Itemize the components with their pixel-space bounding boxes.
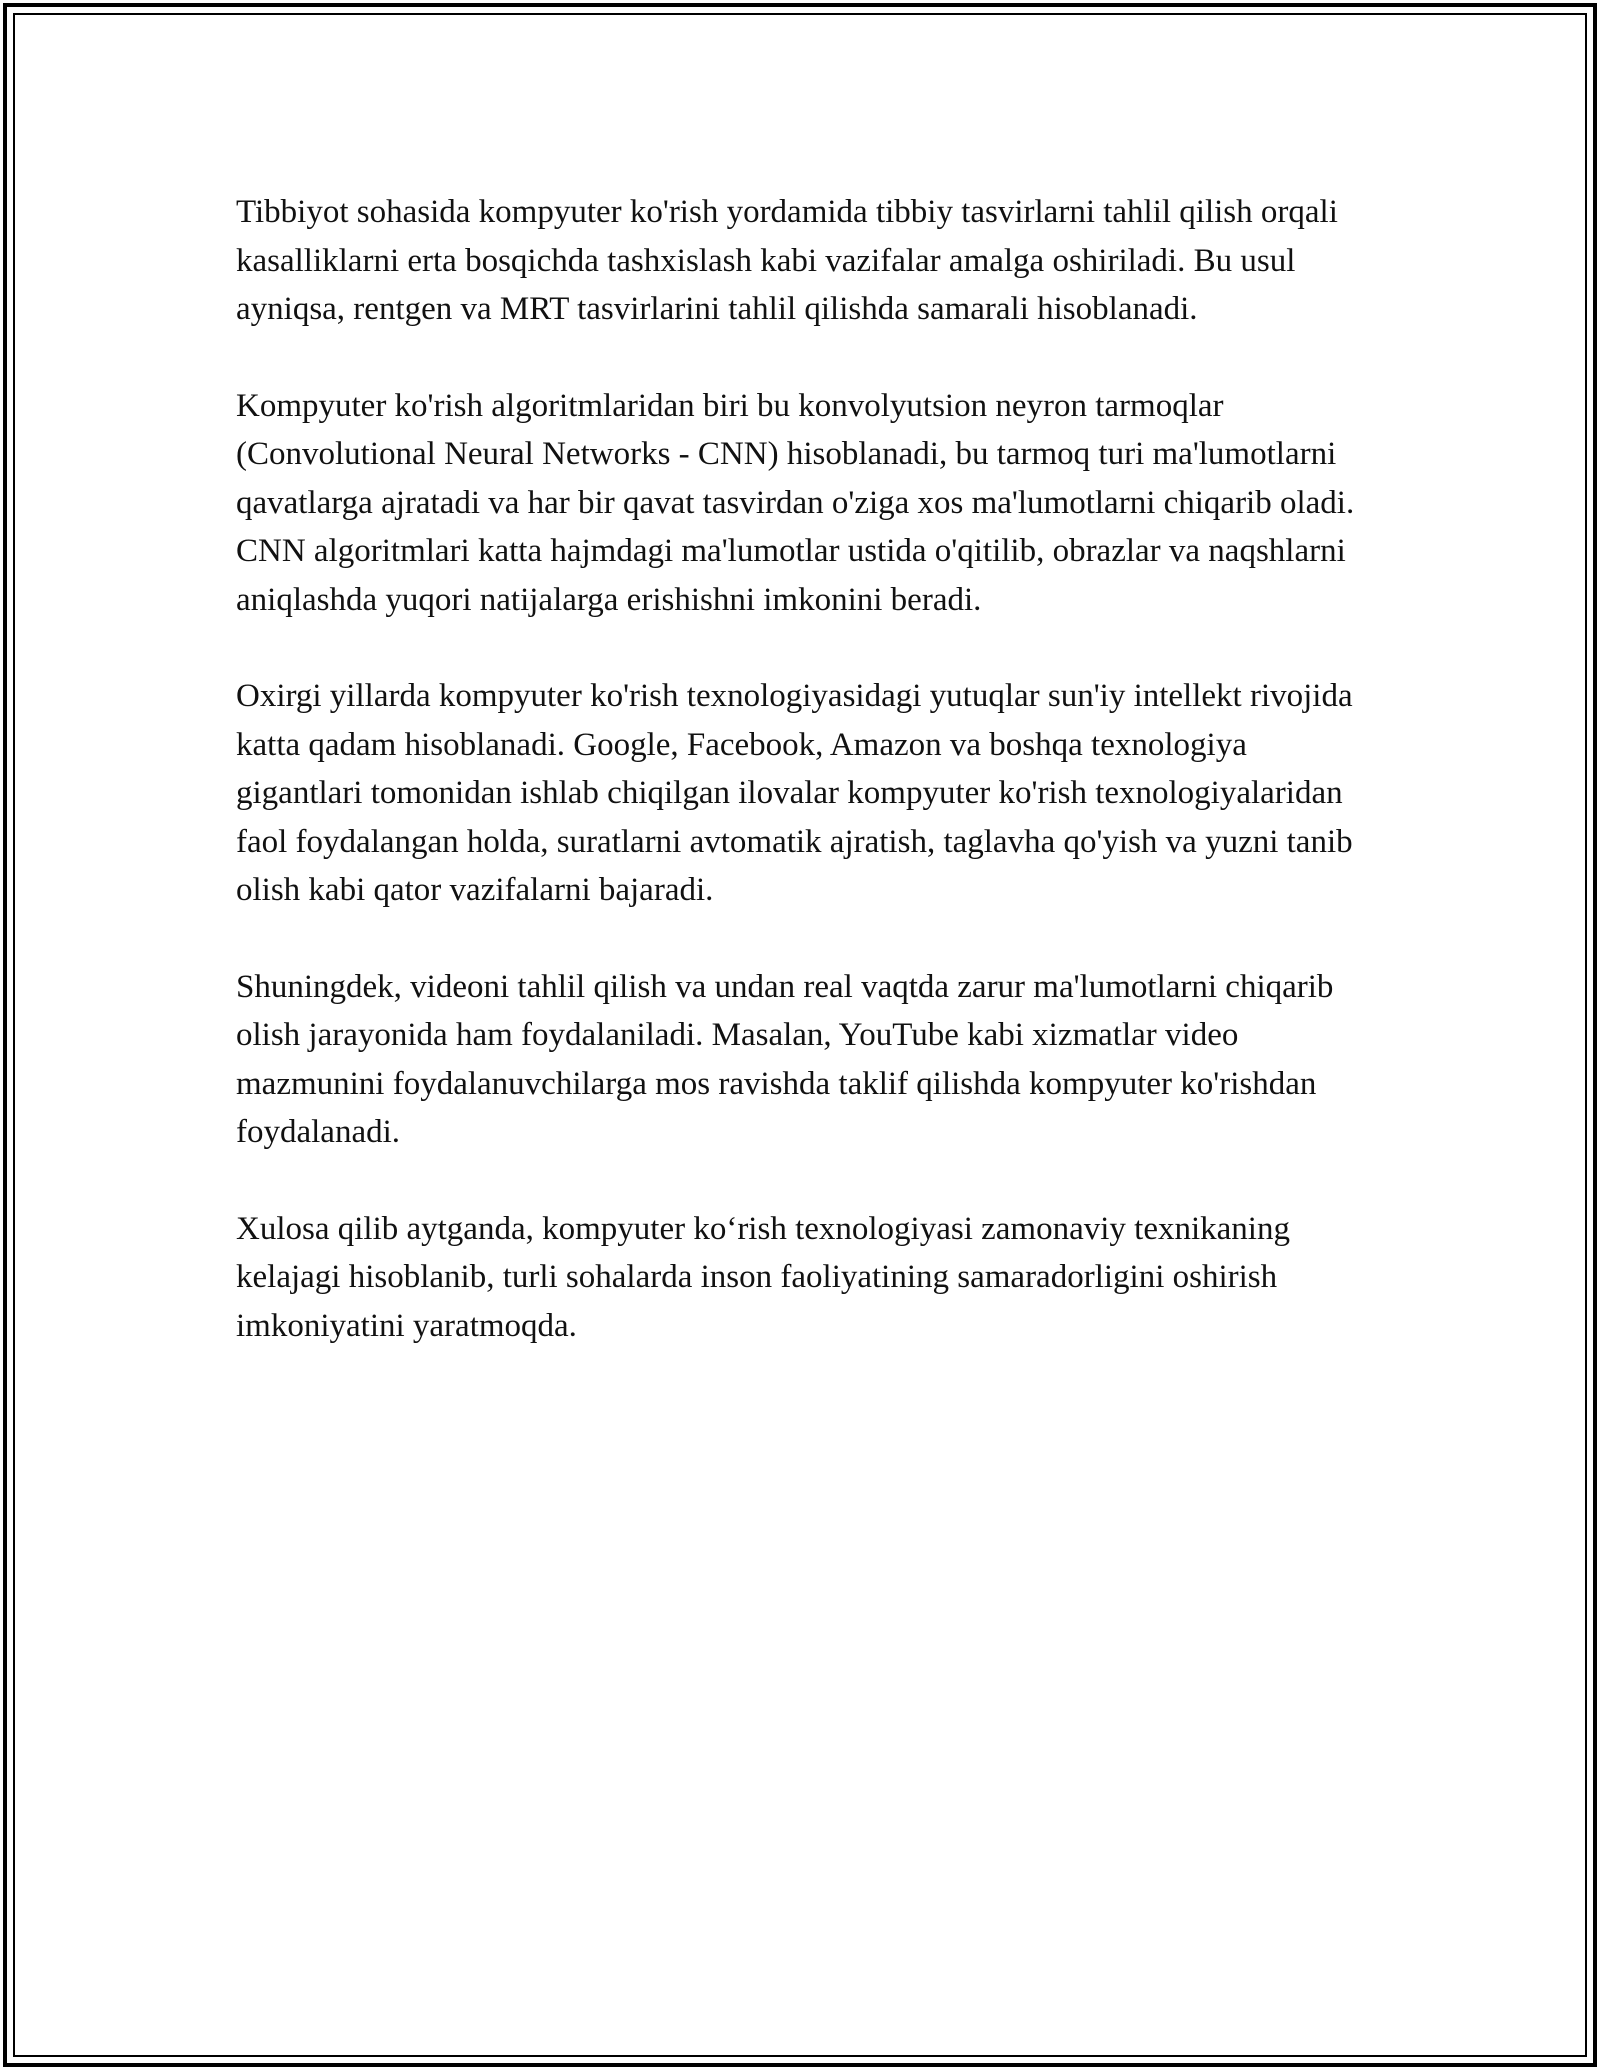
paragraph-cnn-algorithms: Kompyuter ko'rish algoritmlaridan biri bu konvolyutsion neyron tarmoqlar (Convolutional Neural Networks - CNN) hisoblanadi, bu tarmoq turi ma'lumotlarni qavatlarga ajratadi va har bir qavat tasvirdan o'ziga xos ma'lumotlarni chiqarib oladi. CNN algoritmlari katta hajmdagi ma'lumotlar ustida o'qitilib, obrazlar va naqshlarni aniqlashda yuqori natijalarga erishishni imkonini beradi. — [236, 387, 1355, 618]
paragraph-recent-advances: Oxirgi yillarda kompyuter ko'rish texnologiyasidagi yutuqlar sun'iy intellekt rivojida katta qadam hisoblanadi. Google, Facebook, Amazon va boshqa texnologiya gigantlari tomonidan ishlab chiqilgan ilovalar kompyuter ko'rish texnologiyalaridan faol foydalangan holda, suratlarni avtomatik ajratish, taglavha qo'yish va yuzni tanib olish kabi qator vazifalarni bajaradi. — [236, 678, 1353, 908]
paragraph-video-analysis: Shuningdek, videoni tahlil qilish va undan real vaqtda zarur ma'lumotlarni chiqarib olish jarayonida ham foydalaniladi. Masalan, YouTube kabi xizmatlar video mazmunini foydalanuvchilarga mos ravishda taklif qilishda kompyuter ko'rishdan foydalanadi. — [236, 968, 1334, 1150]
paragraph-conclusion: Xulosa qilib aytganda, kompyuter ko‘rish texnologiyasi zamonaviy texnikaning kelajagi hisoblanib, turli sohalarda inson faoliyatining samaradorligini oshirish imkoniyatini yaratmoqda. — [236, 1210, 1290, 1344]
document-body — [236, 188, 1376, 1398]
paragraph-medical-imaging: Tibbiyot sohasida kompyuter ko'rish yordamida tibbiy tasvirlarni tahlil qilish orqali kasalliklarni erta bosqichda tashxislash kabi vazifalar amalga oshiriladi. Bu usul ayniqsa, rentgen va MRT tasvirlarini tahlil qilishda samarali hisoblanadi. — [236, 194, 1338, 327]
